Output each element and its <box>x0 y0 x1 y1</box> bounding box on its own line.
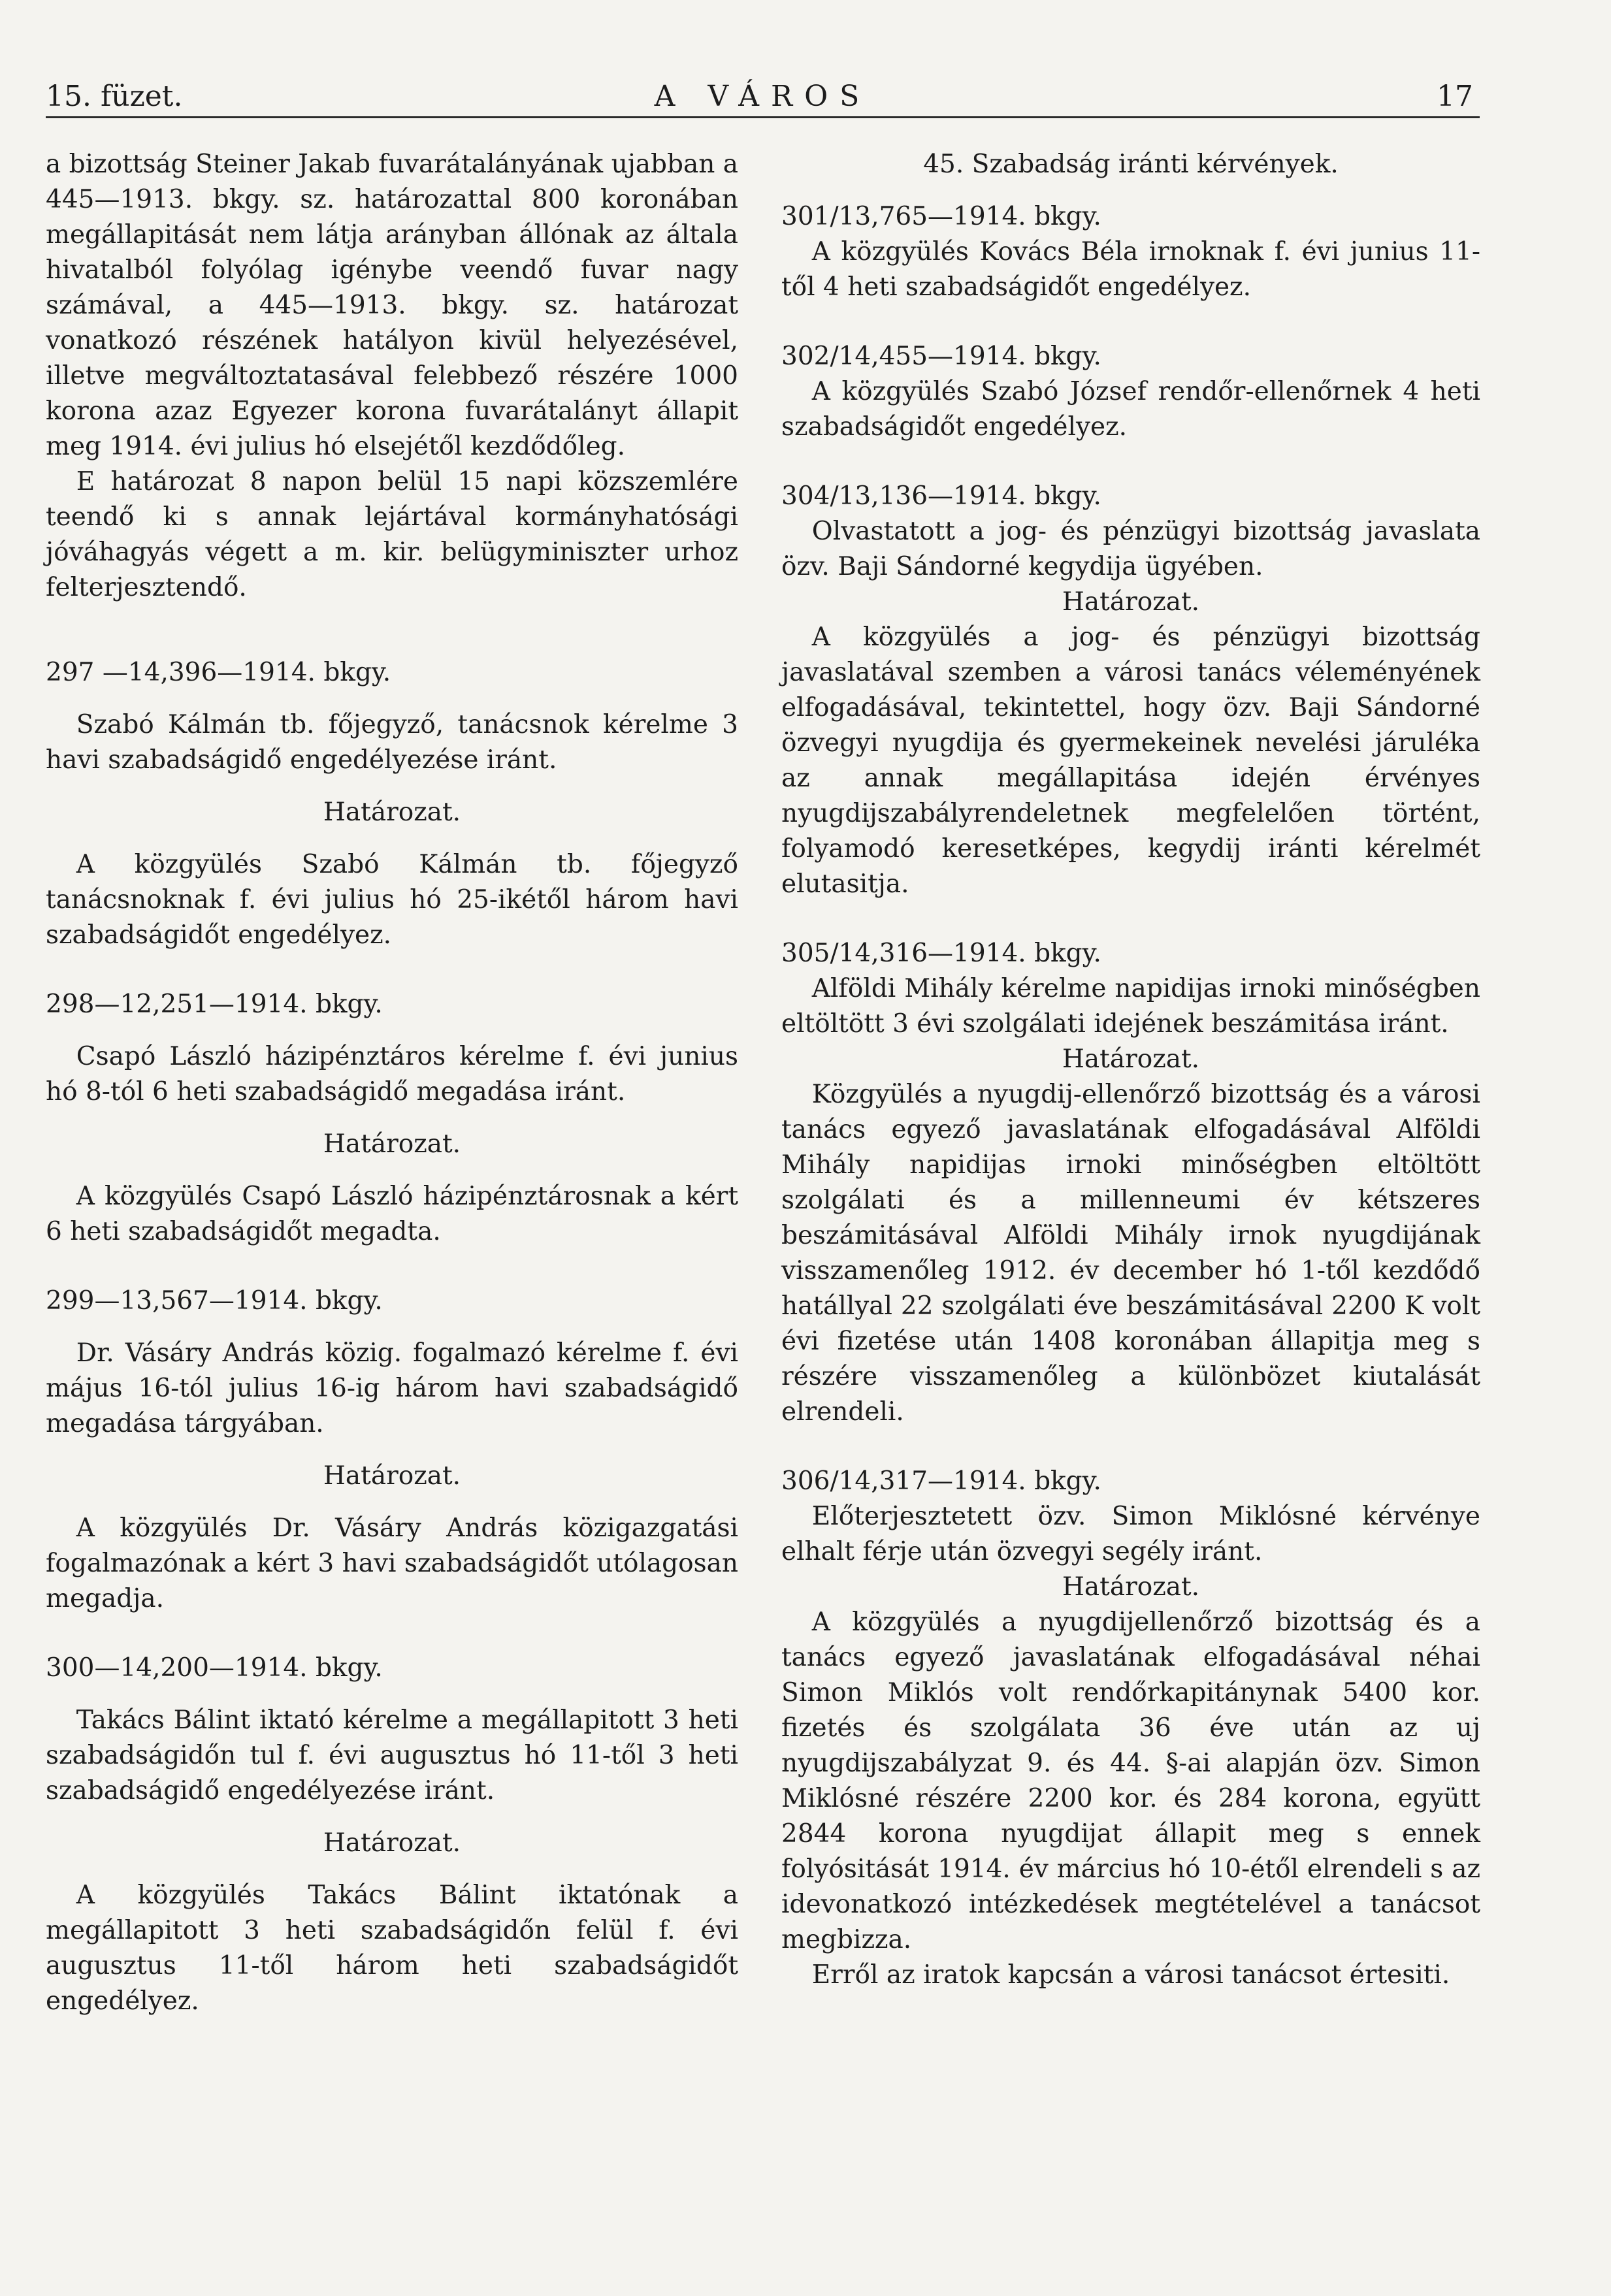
decision-text: A közgyülés Csapó László házipénztárosnak a kért 6 heti szabadságidőt megadta. <box>46 1182 738 1246</box>
resolution-number: 299—13,567—1914. bkgy. <box>46 1286 383 1316</box>
resolution-number: 297 —14,396—1914. bkgy. <box>46 658 391 687</box>
issue-label: 15. füzet. <box>46 80 183 113</box>
decision-text: A közgyülés Szabó József rendőr-ellenőrnek 4 heti szabadságidőt engedélyez. <box>781 377 1480 442</box>
decision-text: A közgyülés Szabó Kálmán tb. főjegyző tanácsnoknak f. évi julius hó 25-ikétől három havi szabadságidőt engedélyez. <box>46 850 738 950</box>
petition-subject: Takács Bálint iktató kérelme a megállapitott 3 heti szabadságidőn tul f. évi augusztus hó 11-től 3 heti szabadságidő engedélyezése iránt. <box>46 1706 738 1805</box>
notice-text: Erről az iratok kapcsán a városi tanácsot értesiti. <box>811 1960 1450 1990</box>
page-number: 17 <box>1437 80 1473 113</box>
decision-text: Közgyülés a nyugdij-ellenőrző bizottság és a városi tanács egyező javaslatának elfogadásával Alföldi Mihály napidijas irnoki minőségben eltöltött szolgálati és a millenneumi év kétszeres beszámitásával Alföldi Mihály irnok nyugdijának visszamenőleg 1912. év december hó 1-től kezdődő hatállyal 22 szolgálati éve beszámitásával 2200 K volt évi fizetése után 1408 koronában állapitja meg s részére visszamenőleg a különbözet kiutalását elrendeli. <box>781 1080 1480 1427</box>
resolution-number: 304/13,136—1914. bkgy. <box>781 481 1101 511</box>
right-column <box>781 147 1480 1993</box>
resolution-number: 305/14,316—1914. bkgy. <box>781 939 1101 968</box>
section-heading: Határozat. <box>1062 1572 1200 1602</box>
resolution-number: 302/14,455—1914. bkgy. <box>781 342 1101 371</box>
left-column <box>46 147 738 2019</box>
resolution-number: 298—12,251—1914. bkgy. <box>46 990 383 1019</box>
paragraph: a bizottság Steiner Jakab fuvarátalányának ujabban a 445—1913. bkgy. sz. határozattal 800 koronában megállapitását nem látja arányban állónak az általa hivatalból folyólag igénybe veendő fuvar nagy számával, a 445—1913. bkgy. sz. határozat vonatkozó részének hatályon kivül helyezésével, illetve megváltoztatasával felebbező részére 1000 korona azaz Egyezer korona fuvarátalányt állapit meg 1914. évi julius hó elsejétől kezdődőleg. <box>46 150 738 461</box>
petition-subject: Csapó László házipénztáros kérelme f. évi junius hó 8-tól 6 heti szabadságidő megadása iránt. <box>46 1042 738 1107</box>
petition-subject: Dr. Vásáry András közig. fogalmazó kérelme f. évi május 16-tól julius 16-ig három havi szabadságidő megadása tárgyában. <box>46 1338 738 1438</box>
paragraph: E határozat 8 napon belül 15 napi közszemlére teendő ki s annak lejártával kormányhatósági jóváhagyás végett a m. kir. belügyminiszter urhoz felterjesztendő. <box>46 467 738 602</box>
resolution-number: 301/13,765—1914. bkgy. <box>781 202 1101 231</box>
decision-text: A közgyülés a jog- és pénzügyi bizottság javaslatával szemben a városi tanács véleményének elfogadásával, tekintettel, hogy özv. Baji Sándorné özvegyi nyugdija és gyermekeinek nevelési járuléka az annak megállapitása idején érvényes nyugdijszabályrendeletnek megfelelően történt, folyamodó keresetképes, kegydij iránti kérelmét elutasitja. <box>781 623 1480 899</box>
petition-subject: Alföldi Mihály kérelme napidijas irnoki minőségben eltöltött 3 évi szolgálati idejének beszámitása iránt. <box>781 974 1480 1039</box>
section-heading: Határozat. <box>1062 1044 1200 1074</box>
section-heading: Határozat. <box>323 1129 461 1159</box>
resolution-number: 306/14,317—1914. bkgy. <box>781 1466 1101 1496</box>
section-heading: Határozat. <box>1062 587 1200 617</box>
page-header <box>46 77 1480 118</box>
section-heading: Határozat. <box>323 1461 461 1491</box>
petition-subject: Olvastatott a jog- és pénzügyi bizottság javaslata özv. Baji Sándorné kegydija ügyében. <box>781 517 1480 581</box>
journal-title: A VÁROS <box>654 80 871 113</box>
decision-text: A közgyülés Kovács Béla irnoknak f. évi junius 11-től 4 heti szabadságidőt engedélyez. <box>781 237 1480 302</box>
decision-text: A közgyülés Takács Bálint iktatónak a megállapitott 3 heti szabadságidőn felül f. évi augusztus 11-től három heti szabadságidőt engedélyez. <box>46 1881 738 2016</box>
decision-text: A közgyülés a nyugdijellenőrző bizottság és a tanács egyező javaslatának elfogadásával néhai Simon Miklós volt rendőrkapitánynak 5400 kor. fizetés és szolgálata 36 éve után az uj nyugdijszabályzat 9. és 44. §-ai alapján özv. Simon Miklósné részére 2200 kor. és 284 korona, együtt 2844 korona nyugdijat állapit meg s ennek folyósitását 1914. év március hó 10-étől elrendeli s az idevonatkozó intézkedések megtételével a tanácsot megbizza. <box>781 1608 1480 1954</box>
section-title: 45. Szabadság iránti kérvények. <box>923 150 1339 179</box>
section-heading: Határozat. <box>323 798 461 827</box>
petition-subject: Előterjesztetett özv. Simon Miklósné kérvénye elhalt férje után özvegyi segély iránt. <box>781 1502 1480 1566</box>
resolution-number: 300—14,200—1914. bkgy. <box>46 1653 383 1683</box>
section-heading: Határozat. <box>323 1828 461 1858</box>
decision-text: A közgyülés Dr. Vásáry András közigazgatási fogalmazónak a kért 3 havi szabadságidőt utólagosan megadja. <box>46 1513 738 1613</box>
petition-subject: Szabó Kálmán tb. főjegyző, tanácsnok kérelme 3 havi szabadságidő engedélyezése iránt. <box>46 710 738 775</box>
